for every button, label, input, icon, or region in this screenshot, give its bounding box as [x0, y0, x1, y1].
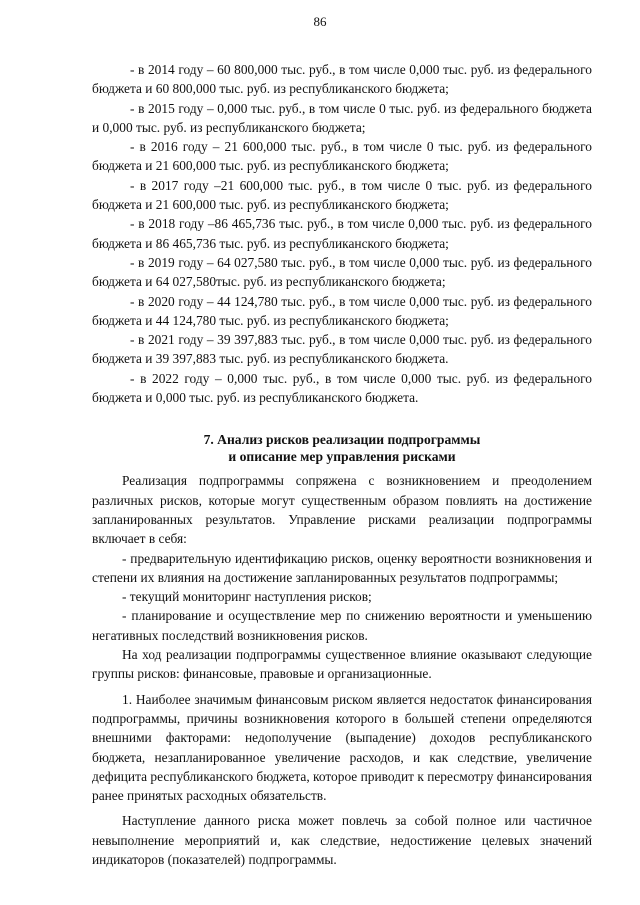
section-heading-line1: 7. Анализ рисков реализации подпрограммы: [203, 432, 481, 448]
budget-item-2015: - в 2015 году – 0,000 тыс. руб., в том числе 0 тыс. руб. из федерального бюджета и 0,000 тыс. руб. из республиканского бюджета;: [92, 100, 592, 135]
risk-measure-planning: - планирование и осуществление мер по снижению вероятности и уменьшению негативных последствий возникновения рисков.: [92, 608, 592, 643]
budget-item-2018: - в 2018 году –86 465,736 тыс. руб., в том числе 0,000 тыс. руб. из федерального бюджета и 86 465,736 тыс. руб. из республиканского бюджета;: [92, 216, 592, 251]
financial-risk-paragraph: 1. Наиболее значимым финансовым риском является недостаток финансирования подпрограммы, причины возникновения которого в большей степени определяются внешними факторами: недополучение (выпадение) доходов республиканского бюджета, незапланированное увеличение расходов, и как следствие, увеличение дефицита республиканского бюджета, которое приводит к пересмотру финансирования ранее принятых расходных обязательств.: [92, 691, 592, 804]
budget-item-2019: - в 2019 году – 64 027,580 тыс. руб., в том числе 0,000 тыс. руб. из федерального бюджета и 64 027,580тыс. руб. из республиканского бюджета;: [92, 254, 592, 290]
budget-item-2016: - в 2016 году – 21 600,000 тыс. руб., в том числе 0 тыс. руб. из федерального бюджета и 21 600,000 тыс. руб. из республиканского бюджета;: [92, 139, 592, 174]
budget-item-2014: - в 2014 году – 60 800,000 тыс. руб., в том числе 0,000 тыс. руб. из федерального бюджета и 60 800,000 тыс. руб. из республиканского бюджета;: [92, 62, 592, 97]
risk-intro-paragraph: Реализация подпрограммы сопряжена с возникновением и преодолением различных рисков, которые могут существенным образом повлиять на достижение запланированных результатов. Управление рисками реализации подпрограммы включает в себя:: [92, 473, 592, 547]
document-body: [92, 60, 592, 869]
budget-item-2017: - в 2017 году –21 600,000 тыс. руб., в том числе 0 тыс. руб. из федерального бюджета и 21 600,000 тыс. руб. из республиканского бюджета;: [92, 177, 592, 213]
risk-measure-monitoring: - текущий мониторинг наступления рисков;: [122, 589, 372, 605]
budget-item-2022: - в 2022 году – 0,000 тыс. руб., в том числе 0,000 тыс. руб. из федерального бюджета и 0,000 тыс. руб. из республиканского бюджета.: [92, 370, 592, 406]
budget-item-2020: - в 2020 году – 44 124,780 тыс. руб., в том числе 0,000 тыс. руб. из федерального бюджета и 44 124,780 тыс. руб. из республиканского бюджета;: [92, 293, 592, 328]
risk-groups-paragraph: На ход реализации подпрограммы существенное влияние оказывают следующие группы рисков: финансовые, правовые и организационные.: [92, 647, 592, 682]
section-heading-line2: и описание мер управления рисками: [228, 449, 456, 465]
section-heading: [92, 431, 592, 465]
risk-consequence-paragraph: Наступление данного риска может повлечь за собой полное или частичное невыполнение мероприятий и, как следствие, недостижение целевых значений индикаторов (показателей) подпрограммы.: [92, 813, 592, 867]
page-number: 86: [313, 14, 327, 29]
budget-item-2021: - в 2021 году – 39 397,883 тыс. руб., в том числе 0,000 тыс. руб. из федерального бюджета и 39 397,883 тыс. руб. из республиканского бюджета.: [92, 332, 592, 367]
risk-measure-identification: - предварительную идентификацию рисков, оценку вероятности возникновения и степени их влияния на достижение запланированных результатов подпрограммы;: [92, 550, 592, 585]
